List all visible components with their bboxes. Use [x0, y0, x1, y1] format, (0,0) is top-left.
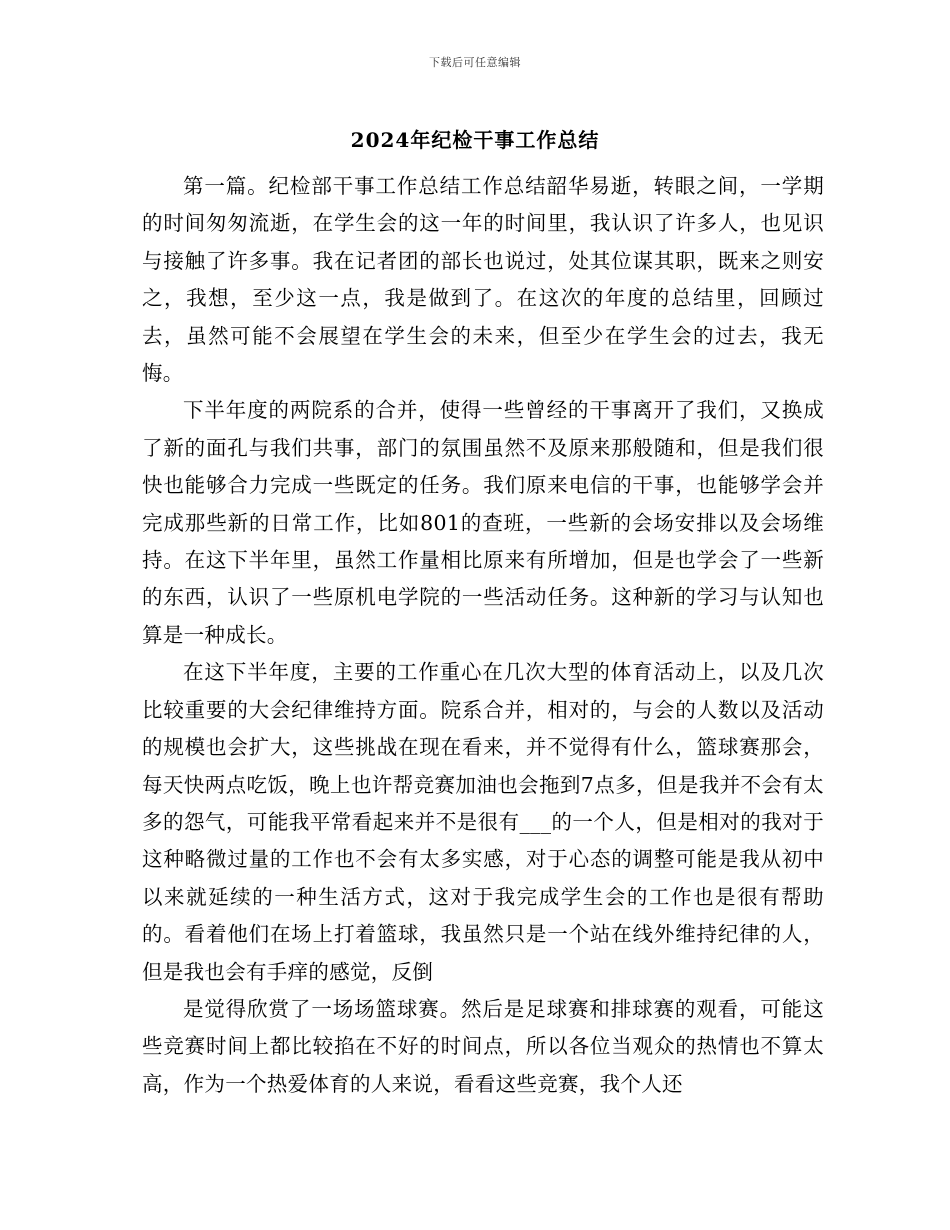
paragraph-3: 在这下半年度，主要的工作重心在几次大型的体育活动上，以及几次比较重要的大会纪律维持方面。院系合并，相对的，与会的人数以及活动的规模也会扩大，这些挑战在现在看来，并不觉得有什么，篮球赛那会，每天快两点吃饭，晚上也许帮竞赛加油也会拖到7点多，但是我并不会有太多的怨气，可能我平常看起来并不是很有___的一个人，但是相对的我对于这种略微过量的工作也不会有太多实感，对于心态的调整可能是我从初中以来就延续的一种生活方式，这对于我完成学生会的工作也是很有帮助的。看着他们在场上打着篮球，我虽然只是一个站在线外维持纪律的人，但是我也会有手痒的感觉，反倒: [142, 660, 824, 984]
paragraph-4: 是觉得欣赏了一场场篮球赛。然后是足球赛和排球赛的观看，可能这些竞赛时间上都比较掐在不好的时间点，所以各位当观众的热情也不算太高，作为一个热爱体育的人来说，看看这些竞赛，我个人还: [142, 996, 824, 1096]
document-body: [142, 168, 824, 1103]
document-title: 2024年纪检干事工作总结: [350, 128, 600, 152]
page-header-note: 下载后可任意编辑: [429, 56, 521, 69]
paragraph-2: 下半年度的两院系的合并，使得一些曾经的干事离开了我们，又换成了新的面孔与我们共事，部门的氛围虽然不及原来那般随和，但是我们很快也能够合力完成一些既定的任务。我们原来电信的干事，也能够学会并完成那些新的日常工作，比如801的查班，一些新的会场安排以及会场维持。在这下半年里，虽然工作量相比原来有所增加，但是也学会了一些新的东西，认识了一些原机电学院的一些活动任务。这种新的学习与认知也算是一种成长。: [142, 398, 824, 647]
paragraph-1: 第一篇。纪检部干事工作总结工作总结韶华易逝，转眼之间，一学期的时间匆匆流逝，在学生会的这一年的时间里，我认识了许多人，也见识与接触了许多事。我在记者团的部长也说过，处其位谋其职，既来之则安之，我想，至少这一点，我是做到了。在这次的年度的总结里，回顾过去，虽然可能不会展望在学生会的未来，但至少在学生会的过去，我无悔。: [142, 174, 824, 386]
